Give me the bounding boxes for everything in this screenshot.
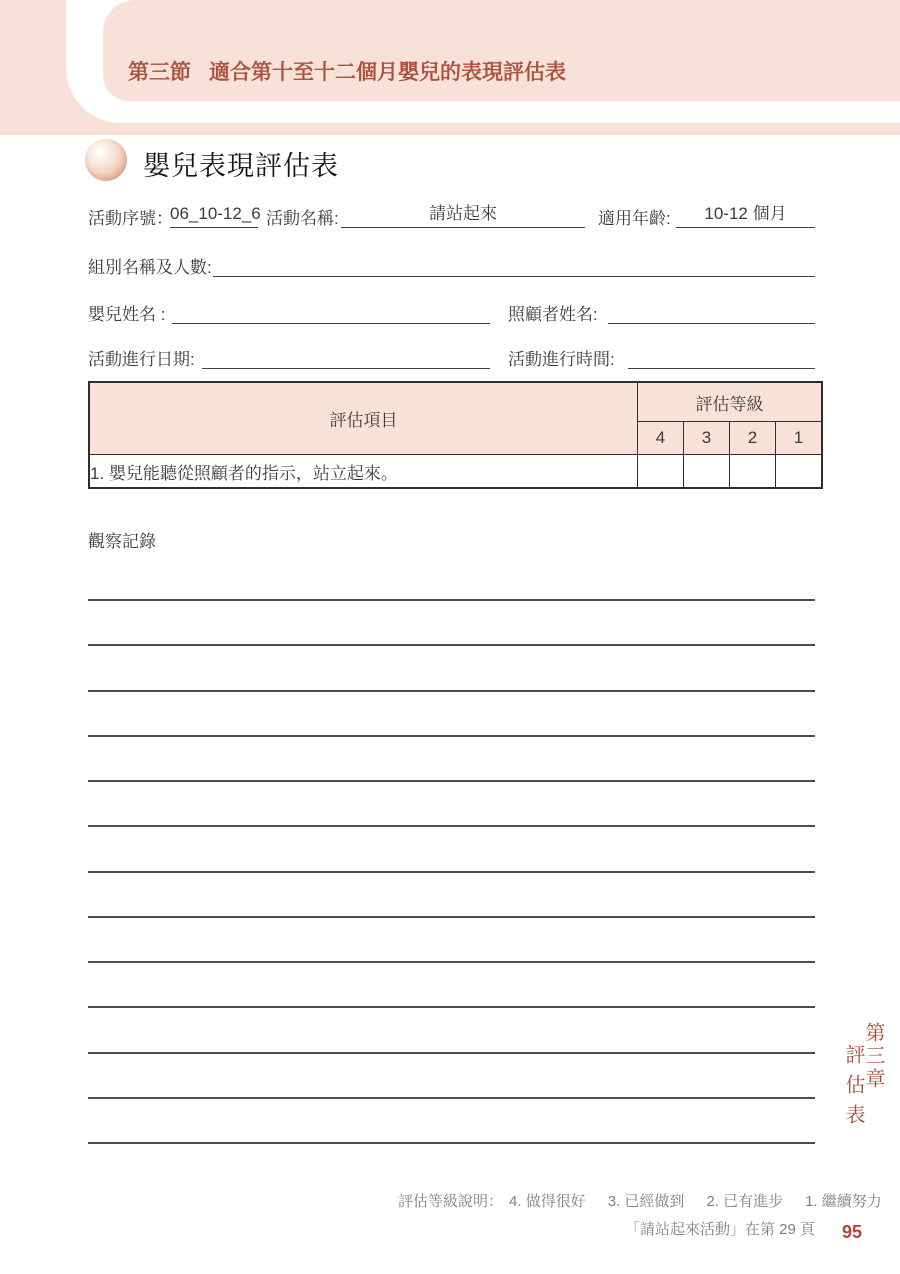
observation-line bbox=[88, 1006, 815, 1008]
caregiver-name-field bbox=[608, 299, 815, 324]
observation-line bbox=[88, 690, 815, 692]
section-header bbox=[128, 56, 566, 86]
sphere-bullet-icon bbox=[85, 139, 127, 181]
section-title: 適合第十至十二個月嬰兒的表現評估表 bbox=[209, 61, 566, 84]
observation-line bbox=[88, 1142, 815, 1144]
grade-header-3: 3 bbox=[684, 422, 730, 455]
table-data-row bbox=[89, 455, 822, 489]
observation-label: 觀察記錄 bbox=[88, 532, 156, 551]
observation-line bbox=[88, 735, 815, 737]
evaluation-table bbox=[88, 381, 823, 489]
grade-legend-label: 評估等級說明： bbox=[398, 1193, 504, 1210]
activity-name-field: 請站起來 bbox=[341, 203, 585, 228]
page-title: 嬰兒表現評估表 bbox=[143, 151, 339, 181]
observation-line bbox=[88, 780, 815, 782]
group-name-field bbox=[213, 252, 815, 277]
observation-line bbox=[88, 1097, 815, 1099]
answer-cell-3 bbox=[684, 455, 730, 489]
grade-header-1: 1 bbox=[776, 422, 823, 455]
observation-line bbox=[88, 871, 815, 873]
grade-legend-items bbox=[509, 1190, 882, 1211]
chapter-side-tab bbox=[843, 1022, 883, 1134]
activity-time-field bbox=[628, 344, 815, 369]
activity-name-label: 活動名稱: bbox=[266, 209, 339, 228]
observation-line bbox=[88, 1052, 815, 1054]
answer-cell-1 bbox=[776, 455, 823, 489]
legend-item: 3. 已經做到 bbox=[607, 1193, 685, 1210]
age-label: 適用年齡: bbox=[598, 209, 671, 228]
evaluation-item-text: 1. 嬰兒能聽從照顧者的指示，站立起來。 bbox=[89, 455, 638, 489]
grade-group-header: 評估等級 bbox=[638, 382, 823, 422]
observation-line bbox=[88, 825, 815, 827]
observation-line bbox=[88, 961, 815, 963]
caregiver-name-label: 照顧者姓名: bbox=[508, 305, 598, 324]
observation-line bbox=[88, 644, 815, 646]
infant-name-label: 嬰兒姓名 : bbox=[88, 305, 166, 324]
observation-line bbox=[88, 916, 815, 918]
observation-lines bbox=[88, 599, 815, 1159]
group-name-label: 組別名稱及人數: bbox=[88, 258, 212, 277]
legend-item: 1. 繼續努力 bbox=[805, 1193, 882, 1210]
legend-item: 2. 已有進步 bbox=[706, 1193, 784, 1210]
infant-name-field bbox=[172, 299, 490, 324]
grade-header-2: 2 bbox=[730, 422, 776, 455]
activity-page-reference: 「請站起來活動」在第 29 頁 bbox=[624, 1221, 815, 1238]
page-number: 95 bbox=[842, 1222, 863, 1242]
chapter-number-vertical: 第三章 bbox=[862, 1022, 884, 1091]
answer-cell-4 bbox=[638, 455, 684, 489]
grade-header-4: 4 bbox=[638, 422, 684, 455]
activity-number-label: 活動序號： bbox=[88, 209, 173, 228]
chapter-label-vertical: 評估表 bbox=[842, 1044, 864, 1134]
item-column-header: 評估項目 bbox=[89, 382, 638, 455]
activity-date-label: 活動進行日期: bbox=[88, 350, 195, 369]
activity-number-field: 06_10-12_6 bbox=[170, 203, 258, 228]
activity-date-field bbox=[202, 344, 490, 369]
activity-time-label: 活動進行時間: bbox=[508, 350, 615, 369]
observation-line bbox=[88, 599, 815, 601]
section-number: 第三節 bbox=[128, 61, 191, 84]
legend-item: 4. 做得很好 bbox=[509, 1193, 586, 1210]
answer-cell-2 bbox=[730, 455, 776, 489]
age-field: 10-12 個月 bbox=[676, 203, 815, 228]
grade-legend bbox=[398, 1190, 882, 1211]
